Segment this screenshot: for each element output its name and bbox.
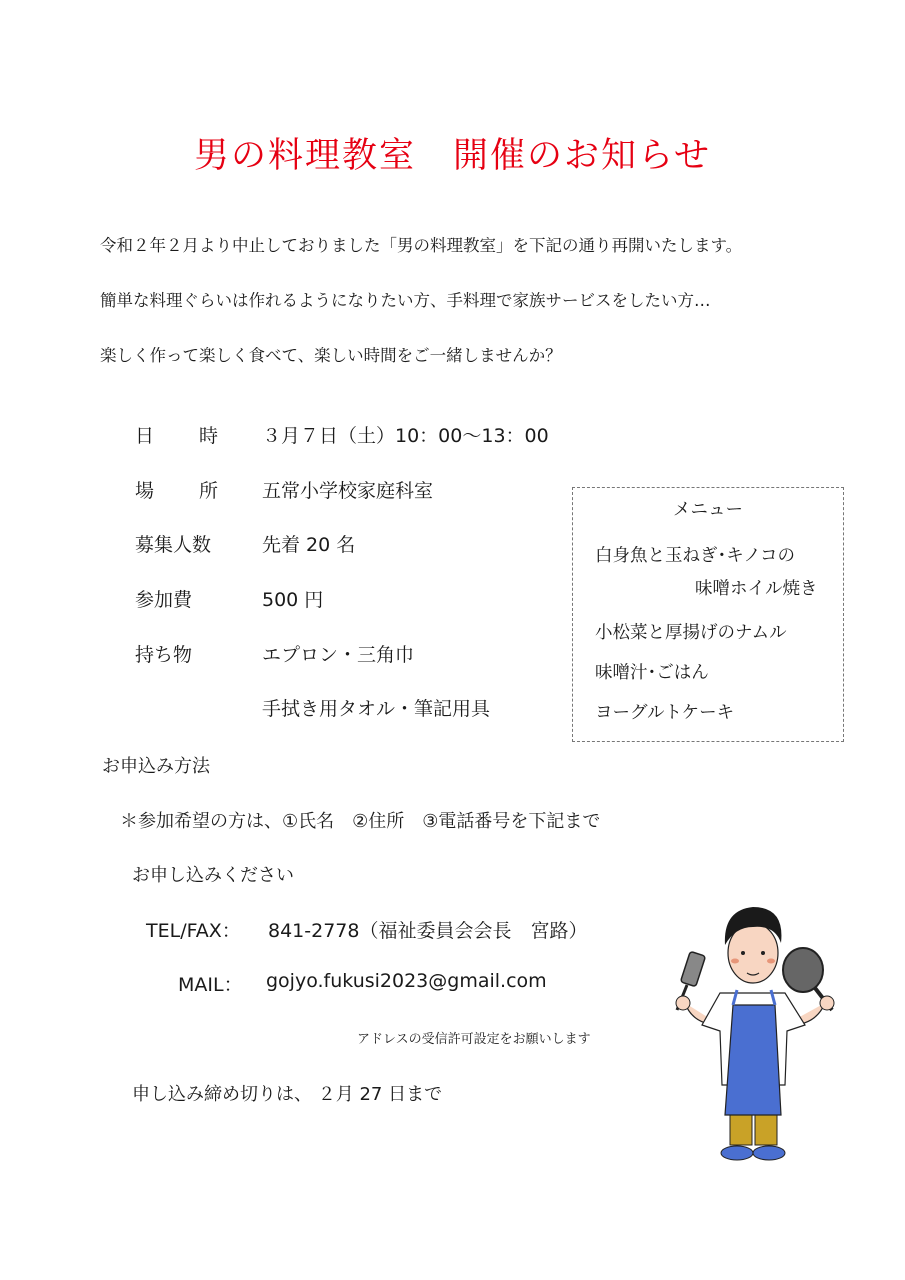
application-heading: お申込み方法 <box>102 756 210 777</box>
page-title: 男の料理教室 開催のお知らせ <box>194 136 711 176</box>
value-items-1: エプロン・三角巾 <box>262 644 415 666</box>
label-fee: 参加費 <box>135 589 193 611</box>
label-place-a: 場 <box>135 480 155 502</box>
intro-line-3: 楽しく作って楽しく食べて、楽しい時間をご一緒しませんか？ <box>100 346 562 365</box>
menu-box <box>572 487 844 742</box>
menu-item: 白身魚と玉ねぎ･キノコの <box>595 546 796 566</box>
label-datetime-b: 時 <box>199 425 219 447</box>
value-capacity: 先着 20 名 <box>262 534 356 556</box>
mail-value[interactable]: gojyo.fukusi2023@gmail.com <box>266 970 547 992</box>
label-datetime-a: 日 <box>135 425 155 447</box>
label-items: 持ち物 <box>135 644 193 666</box>
value-items-2: 手拭き用タオル・筆記用具 <box>262 698 491 720</box>
tel-value: 841-2778（福祉委員会会長 宮路） <box>268 920 588 942</box>
label-capacity: 募集人数 <box>135 534 212 556</box>
menu-item: 小松菜と厚揚げのナムル <box>595 623 787 643</box>
menu-item: 味噌ホイル焼き <box>695 579 818 599</box>
tel-label: TEL/FAX： <box>146 920 241 942</box>
intro-line-2: 簡単な料理ぐらいは作れるようになりたい方、手料理で家族サービスをしたい方… <box>100 291 711 310</box>
value-fee: 500 円 <box>262 589 324 611</box>
label-place-b: 所 <box>199 480 219 502</box>
menu-title: メニュー <box>673 500 743 520</box>
value-place: 五常小学校家庭科室 <box>262 480 434 502</box>
mail-note: アドレスの受信許可設定をお願いします <box>357 1032 591 1047</box>
mail-label: MAIL： <box>178 974 243 996</box>
application-instruction-1: ＊参加希望の方は、①氏名 ②住所 ③電話番号を下記まで <box>120 811 601 832</box>
chef-illustration <box>665 885 840 1170</box>
menu-item: 味噌汁･ごはん <box>595 663 709 683</box>
value-datetime: ３月７日（土）10：00～13：00 <box>262 425 549 447</box>
menu-item: ヨーグルトケーキ <box>595 703 735 723</box>
intro-line-1: 令和２年２月より中止しておりました「男の料理教室」を下記の通り再開いたします。 <box>100 236 743 255</box>
application-instruction-2: お申し込みください <box>132 865 294 886</box>
deadline: 申し込み締め切りは、 ２月 27 日まで <box>132 1084 443 1105</box>
